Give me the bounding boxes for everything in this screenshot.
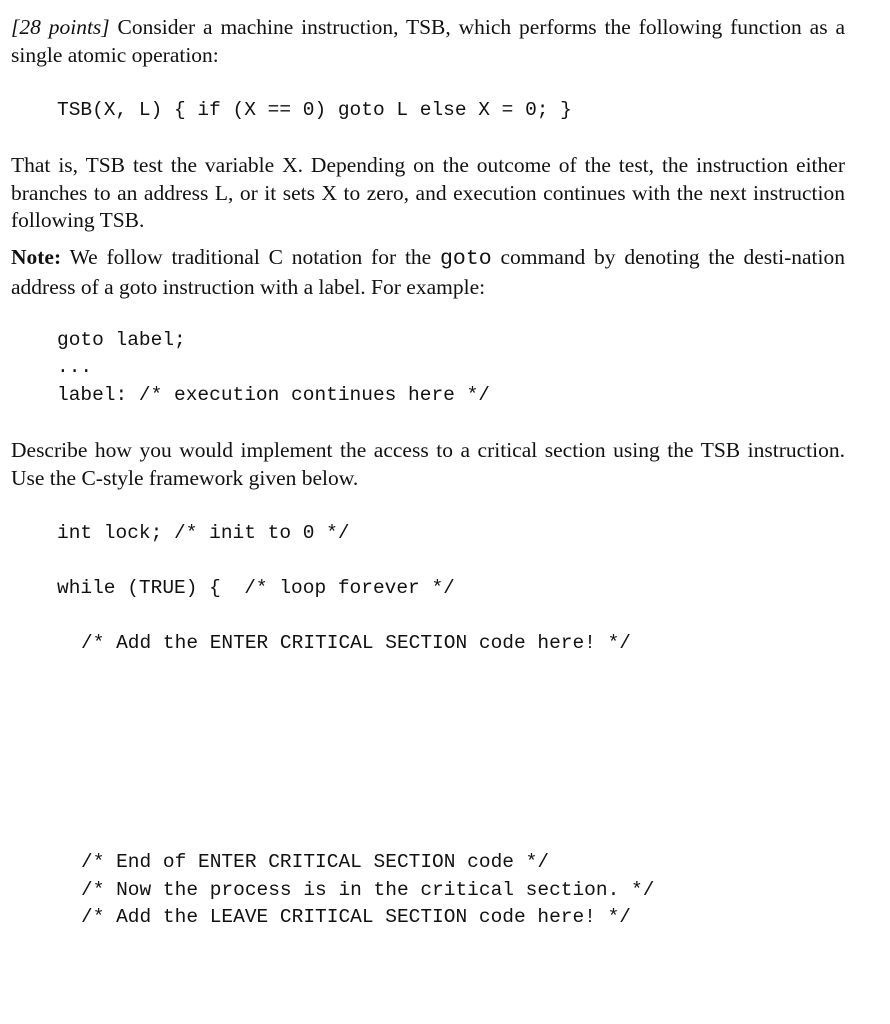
- goto-line: goto label;: [57, 329, 186, 351]
- intro-paragraph: [11, 14, 845, 69]
- in-cs-comment: /* Now the process is in the critical section. */: [81, 879, 655, 901]
- end-enter-cs-comment: /* End of ENTER CRITICAL SECTION code */: [81, 851, 550, 873]
- while-loop-line: while (TRUE) { /* loop forever */: [57, 577, 455, 599]
- lock-declaration: int lock; /* init to 0 */: [57, 522, 350, 544]
- note-label: Note:: [11, 245, 62, 269]
- points-label: [28 points]: [11, 15, 110, 39]
- label-line: label: /* execution continues here */: [57, 384, 490, 406]
- goto-keyword: goto: [440, 247, 492, 271]
- note-text-after: command by denoting the desti-nation address of a goto instruction with a label. For example:: [11, 245, 846, 299]
- note-paragraph: [11, 244, 845, 301]
- tsb-definition-code: TSB(X, L) { if (X == 0) goto L else X = 0; }: [57, 99, 572, 121]
- ellipsis-line: ...: [57, 356, 93, 378]
- enter-cs-comment: /* Add the ENTER CRITICAL SECTION code here! */: [81, 632, 631, 654]
- explanation-paragraph: That is, TSB test the variable X. Depending on the outcome of the test, the instruction either branches to an address L, or it sets X to zero, and execution continues with the next instruction following TSB.: [11, 153, 845, 232]
- task-paragraph: Describe how you would implement the access to a critical section using the TSB instruction. Use the C-style framework given below.: [11, 438, 845, 490]
- leave-cs-comment: /* Add the LEAVE CRITICAL SECTION code here! */: [81, 906, 631, 928]
- note-text-before: We follow traditional C notation for the: [61, 245, 441, 269]
- intro-text: Consider a machine instruction, TSB, which performs the following function as a single atomic operation:: [11, 15, 845, 67]
